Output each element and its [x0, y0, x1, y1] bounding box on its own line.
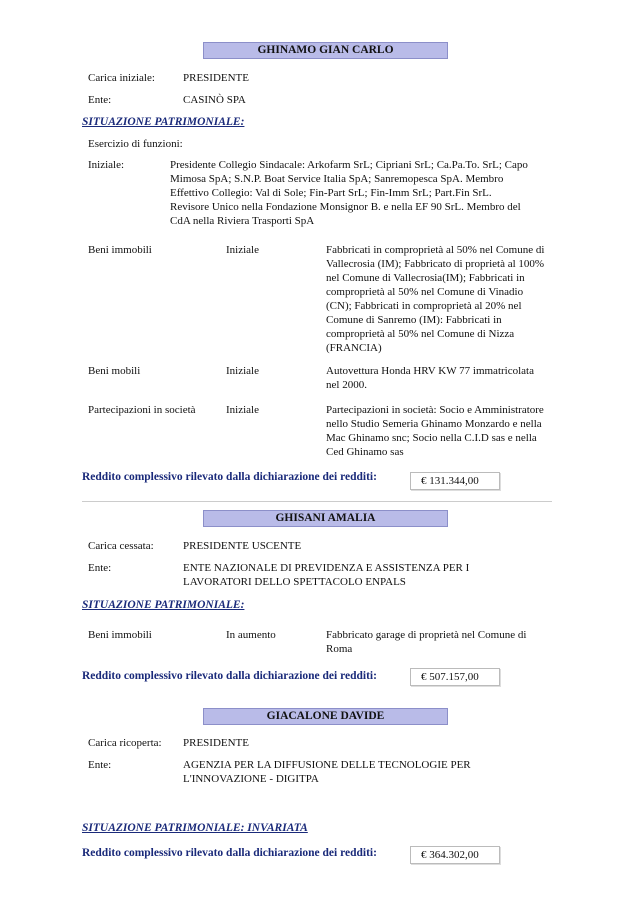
carica-value: PRESIDENTE: [183, 737, 249, 749]
text-line: Revisore Unico nella Fondazione Monsignor B. e nella EF 90 SrL. Membro del: [170, 201, 521, 213]
text-line: CdA nella Riviera Trasporti SpA: [170, 215, 315, 227]
text-line: AGENZIA PER LA DIFFUSIONE DELLE TECNOLOGIE PER: [183, 759, 471, 771]
carica-label: Carica iniziale:: [88, 72, 155, 84]
partecipazioni-status: Iniziale: [226, 404, 259, 416]
carica-value: PRESIDENTE: [183, 72, 249, 84]
text-line: Effettivo Collegio: Val di Sole; Fin-Part SrL; Fin-Imm SrL; Part.Fin SrL.: [170, 187, 492, 199]
beni-immobili-label: Beni immobili: [88, 629, 152, 641]
beni-immobili-text: [326, 628, 576, 656]
text-line: Vallecrosia (IM); Fabbricato di proprietà al 100%: [326, 258, 545, 270]
text-line: Comune di Sanremo (IM): Fabbricati in: [326, 314, 502, 326]
text-line: nello Studio Semeria Ghinamo Monzardo e nella: [326, 418, 542, 430]
carica-value: PRESIDENTE USCENTE: [183, 540, 302, 552]
beni-mobili-status: Iniziale: [226, 365, 259, 377]
carica-label: Carica cessata:: [88, 540, 154, 552]
ente-value: [183, 758, 563, 786]
situazione-patrimoniale-heading: SITUAZIONE PATRIMONIALE:: [82, 116, 245, 128]
person-name-header: GIACALONE DAVIDE: [203, 708, 448, 725]
text-line: comproprietà al 50% nel Comune di Nizza: [326, 328, 515, 340]
beni-immobili-status: Iniziale: [226, 244, 259, 256]
iniziale-text: [170, 158, 580, 228]
iniziale-label: Iniziale:: [88, 159, 125, 171]
reddito-value-box: € 131.344,00: [410, 472, 500, 490]
ente-label: Ente:: [88, 94, 112, 106]
text-line: nel 2000.: [326, 379, 367, 391]
section-divider: [82, 501, 552, 502]
text-line: comproprietà al 50% nel Comune di Vinadio: [326, 286, 524, 298]
text-line: Partecipazioni in società: Socio e Amministratore: [326, 404, 544, 416]
reddito-label: Reddito complessivo rilevato dalla dichiarazione dei redditi:: [82, 471, 377, 483]
beni-immobili-text: [326, 243, 576, 355]
text-line: LAVORATORI DELLO SPETTACOLO ENPALS: [183, 576, 406, 588]
text-line: Mimosa SpA; S.N.P. Boat Service Italia SpA; Sanremopesca SpA. Membro: [170, 173, 504, 185]
text-line: Presidente Collegio Sindacale: Arkofarm SrL; Cipriani SrL; Ca.Pa.To. SrL; Capo: [170, 159, 528, 171]
ente-label: Ente:: [88, 562, 112, 574]
reddito-value-box: € 364.302,00: [410, 846, 500, 864]
ente-label: Ente:: [88, 759, 112, 771]
text-line: Ced Ghinamo sas: [326, 446, 404, 458]
partecipazioni-text: [326, 403, 576, 459]
text-line: Autovettura Honda HRV KW 77 immatricolata: [326, 365, 534, 377]
beni-immobili-label: Beni immobili: [88, 244, 152, 256]
text-line: Fabbricati in comproprietà al 50% nel Comune di: [326, 244, 545, 256]
ente-value: CASINÒ SPA: [183, 94, 246, 106]
person-name-header: GHISANI AMALIA: [203, 510, 448, 527]
reddito-label: Reddito complessivo rilevato dalla dichiarazione dei redditi:: [82, 670, 377, 682]
beni-mobili-text: [326, 364, 576, 392]
reddito-label: Reddito complessivo rilevato dalla dichiarazione dei redditi:: [82, 847, 377, 859]
beni-immobili-status: In aumento: [226, 629, 276, 641]
text-line: (CN); Fabbricati in comproprietà al 20% nel: [326, 300, 522, 312]
text-line: Mac Ghinamo snc; Socio nella C.I.D sas e nella: [326, 432, 537, 444]
situazione-patrimoniale-heading: SITUAZIONE PATRIMONIALE:: [82, 599, 245, 611]
reddito-value-box: € 507.157,00: [410, 668, 500, 686]
person-name-header: GHINAMO GIAN CARLO: [203, 42, 448, 59]
situazione-patrimoniale-heading: SITUAZIONE PATRIMONIALE: INVARIATA: [82, 822, 308, 834]
esercizio-label: Esercizio di funzioni:: [88, 138, 183, 150]
partecipazioni-label: Partecipazioni in società: [88, 404, 196, 416]
text-line: (FRANCIA): [326, 342, 382, 354]
carica-label: Carica ricoperta:: [88, 737, 162, 749]
text-line: L'INNOVAZIONE - DIGITPA: [183, 773, 319, 785]
text-line: Roma: [326, 643, 353, 655]
ente-value: [183, 561, 563, 589]
text-line: nel Comune di Vallecrosia(IM); Fabbricati in: [326, 272, 525, 284]
text-line: Fabbricato garage di proprietà nel Comune di: [326, 629, 527, 641]
text-line: ENTE NAZIONALE DI PREVIDENZA E ASSISTENZA PER I: [183, 562, 470, 574]
beni-mobili-label: Beni mobili: [88, 365, 141, 377]
